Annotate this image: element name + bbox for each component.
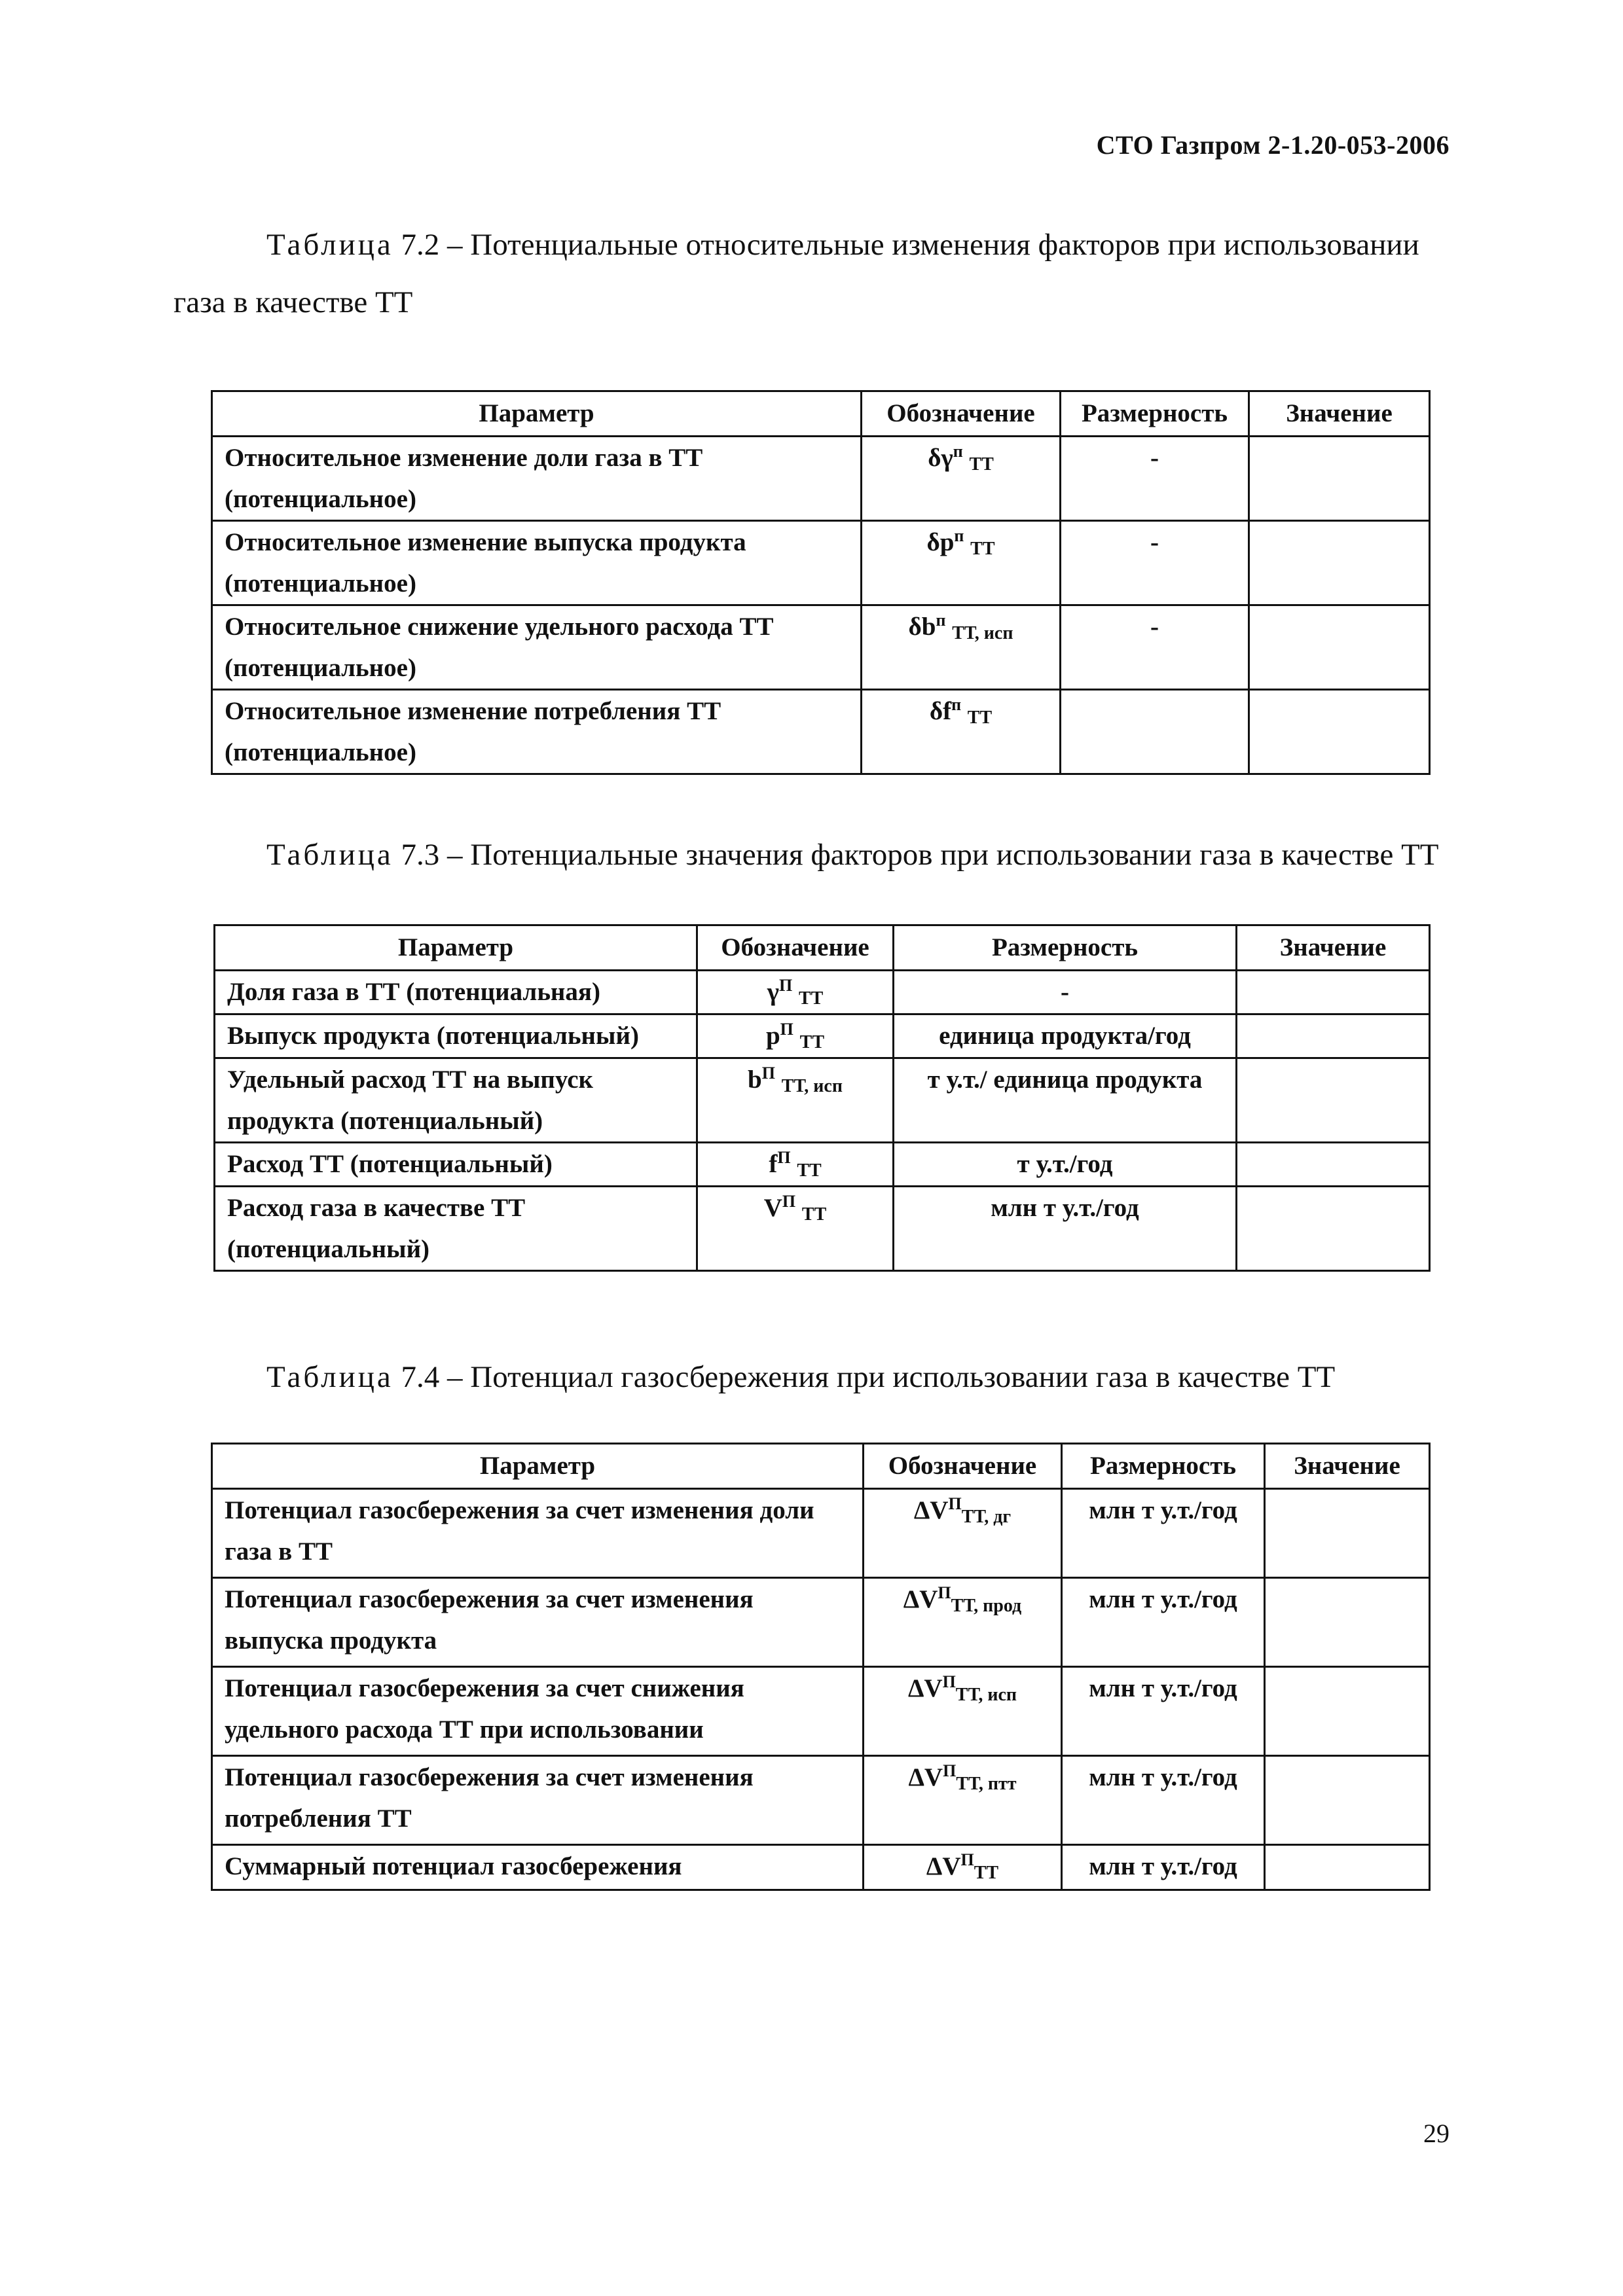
symbol-cell [697, 1014, 894, 1058]
symbol-cell [697, 971, 894, 1014]
unit-cell: млн т у.т./год [1062, 1756, 1265, 1845]
unit-cell: млн т у.т./год [1062, 1845, 1265, 1890]
table-7-2 [211, 390, 1431, 775]
symbol-subscript: ТТ, исп [952, 623, 1013, 643]
param-cell: Потенциал газосбережения за счет изменения выпуска продукта [212, 1578, 864, 1667]
value-cell [1249, 437, 1430, 521]
symbol-superscript: п [953, 442, 963, 461]
table-row [215, 971, 1430, 1014]
symbol-base: δf [929, 697, 952, 725]
symbol-superscript: П [942, 1672, 956, 1691]
symbol-subscript: ТТ, дг [961, 1507, 1012, 1527]
value-cell [1237, 1058, 1430, 1143]
symbol-cell [862, 605, 1061, 690]
page-number: 29 [1423, 2119, 1450, 2148]
table-row [212, 1578, 1430, 1667]
param-cell: Суммарный потенциал газосбережения [212, 1845, 864, 1890]
unit-cell: - [1061, 521, 1249, 605]
symbol-subscript: ТТ, прод [951, 1596, 1022, 1616]
symbol-superscript: П [938, 1583, 951, 1602]
table-7-2-caption [173, 216, 1457, 331]
table-header-row [212, 1444, 1430, 1489]
table-row [212, 437, 1430, 521]
column-header: Параметр [212, 1444, 864, 1489]
unit-cell [1061, 690, 1249, 774]
param-cell: Расход газа в качестве ТТ (потенциальный) [215, 1187, 697, 1271]
table-header-row [212, 391, 1430, 437]
symbol-base: γ [767, 978, 779, 1006]
unit-cell: млн т у.т./год [1062, 1489, 1265, 1578]
param-cell: Потенциал газосбережения за счет изменения потребления ТТ [212, 1756, 864, 1845]
table-7-3-caption [266, 826, 1478, 884]
column-header: Размерность [1062, 1444, 1265, 1489]
table-7-4 [211, 1443, 1431, 1891]
param-cell: Потенциал газосбережения за счет изменения доли газа в ТТ [212, 1489, 864, 1578]
symbol-superscript: П [780, 1020, 793, 1039]
symbol-subscript: ТТ, исп [955, 1685, 1017, 1705]
symbol-base: p [765, 1022, 780, 1050]
param-cell: Относительное изменение выпуска продукта (потенциальное) [212, 521, 862, 605]
table-label: Таблица [266, 228, 393, 262]
value-cell [1265, 1667, 1430, 1756]
param-cell: Доля газа в ТТ (потенциальная) [215, 971, 697, 1014]
unit-cell: млн т у.т./год [1062, 1667, 1265, 1756]
column-header: Значение [1237, 925, 1430, 971]
symbol-subscript: ТТ [974, 1863, 999, 1883]
symbol-base: ΔV [913, 1496, 949, 1524]
symbol-subscript: ТТ [801, 1204, 827, 1225]
table-caption-text: 7.3 – Потенциальные значения факторов при использовании газа в качестве ТТ [401, 838, 1439, 872]
column-header: Размерность [1061, 391, 1249, 437]
table-row [212, 1489, 1430, 1578]
symbol-subscript: ТТ [797, 1160, 822, 1181]
document-code-header: СТО Газпром 2-1.20-053-2006 [1096, 130, 1450, 160]
symbol-superscript: П [778, 976, 793, 995]
symbol-superscript: П [948, 1494, 962, 1513]
symbol-subscript: ТТ [798, 988, 824, 1009]
unit-cell: - [894, 971, 1237, 1014]
table-7-3 [213, 924, 1431, 1272]
symbol-cell [862, 521, 1061, 605]
unit-cell: т у.т./год [894, 1143, 1237, 1187]
symbol-superscript: П [777, 1148, 791, 1167]
table-label: Таблица [266, 1360, 393, 1394]
value-cell [1249, 690, 1430, 774]
table-row [212, 1845, 1430, 1890]
table-7-4-caption [266, 1348, 1478, 1406]
value-cell [1265, 1845, 1430, 1890]
unit-cell: единица продукта/год [894, 1014, 1237, 1058]
table-header-row [215, 925, 1430, 971]
param-cell: Относительное изменение потребления ТТ (потенциальное) [212, 690, 862, 774]
symbol-base: b [748, 1066, 762, 1094]
table-row [212, 521, 1430, 605]
unit-cell: - [1061, 605, 1249, 690]
table-caption-text: 7.2 – Потенциальные относительные изменения факторов при использовании газа в качестве ТТ [173, 228, 1419, 319]
column-header: Обозначение [864, 1444, 1062, 1489]
value-cell [1249, 521, 1430, 605]
value-cell [1237, 971, 1430, 1014]
column-header: Параметр [212, 391, 862, 437]
param-cell: Относительное снижение удельного расхода ТТ (потенциальное) [212, 605, 862, 690]
param-cell: Потенциал газосбережения за счет снижения удельного расхода ТТ при использовании [212, 1667, 864, 1756]
table-row [215, 1143, 1430, 1187]
value-cell [1265, 1489, 1430, 1578]
param-cell: Расход ТТ (потенциальный) [215, 1143, 697, 1187]
symbol-base: ΔV [903, 1585, 938, 1613]
symbol-subscript: ТТ, птт [956, 1774, 1017, 1794]
symbol-cell [864, 1667, 1062, 1756]
table-row [215, 1014, 1430, 1058]
table-row [212, 1756, 1430, 1845]
table-row [212, 1667, 1430, 1756]
column-header: Параметр [215, 925, 697, 971]
param-cell: Удельный расход ТТ на выпуск продукта (потенциальный) [215, 1058, 697, 1143]
symbol-superscript: п [951, 695, 962, 714]
symbol-cell [697, 1187, 894, 1271]
symbol-base: δp [926, 528, 955, 556]
symbol-cell [862, 690, 1061, 774]
column-header: Значение [1249, 391, 1430, 437]
value-cell [1249, 605, 1430, 690]
value-cell [1265, 1756, 1430, 1845]
table-row [212, 690, 1430, 774]
symbol-subscript: ТТ [969, 454, 994, 475]
table-row [215, 1187, 1430, 1271]
symbol-cell [862, 437, 1061, 521]
value-cell [1237, 1014, 1430, 1058]
symbol-subscript: ТТ, исп [781, 1076, 843, 1096]
symbol-base: δγ [928, 444, 953, 472]
symbol-cell [697, 1058, 894, 1143]
unit-cell: млн т у.т./год [1062, 1578, 1265, 1667]
unit-cell: млн т у.т./год [894, 1187, 1237, 1271]
symbol-base: ΔV [907, 1674, 943, 1702]
symbol-subscript: ТТ [970, 539, 995, 559]
symbol-cell [864, 1489, 1062, 1578]
table-label: Таблица [266, 838, 393, 872]
symbol-base: δb [908, 613, 936, 641]
column-header: Размерность [894, 925, 1237, 971]
symbol-superscript: П [782, 1192, 796, 1211]
column-header: Значение [1265, 1444, 1430, 1489]
param-cell: Выпуск продукта (потенциальный) [215, 1014, 697, 1058]
unit-cell: - [1061, 437, 1249, 521]
unit-cell: т у.т./ единица продукта [894, 1058, 1237, 1143]
symbol-base: ΔV [926, 1852, 961, 1880]
param-cell: Относительное изменение доли газа в ТТ (потенциальное) [212, 437, 862, 521]
symbol-cell [864, 1578, 1062, 1667]
symbol-cell [697, 1143, 894, 1187]
symbol-base: f [769, 1150, 778, 1178]
symbol-superscript: П [943, 1761, 957, 1780]
symbol-superscript: П [761, 1064, 775, 1083]
symbol-superscript: П [960, 1850, 974, 1869]
column-header: Обозначение [862, 391, 1061, 437]
symbol-subscript: ТТ [967, 708, 993, 728]
symbol-cell [864, 1756, 1062, 1845]
value-cell [1265, 1578, 1430, 1667]
column-header: Обозначение [697, 925, 894, 971]
value-cell [1237, 1143, 1430, 1187]
symbol-base: ΔV [908, 1763, 943, 1791]
table-caption-text: 7.4 – Потенциал газосбережения при использовании газа в качестве ТТ [401, 1360, 1336, 1394]
symbol-superscript: п [954, 526, 964, 545]
symbol-base: V [763, 1194, 782, 1222]
table-row [212, 605, 1430, 690]
symbol-cell [864, 1845, 1062, 1890]
symbol-superscript: п [936, 611, 946, 630]
symbol-subscript: ТТ [799, 1032, 825, 1052]
table-row [215, 1058, 1430, 1143]
value-cell [1237, 1187, 1430, 1271]
